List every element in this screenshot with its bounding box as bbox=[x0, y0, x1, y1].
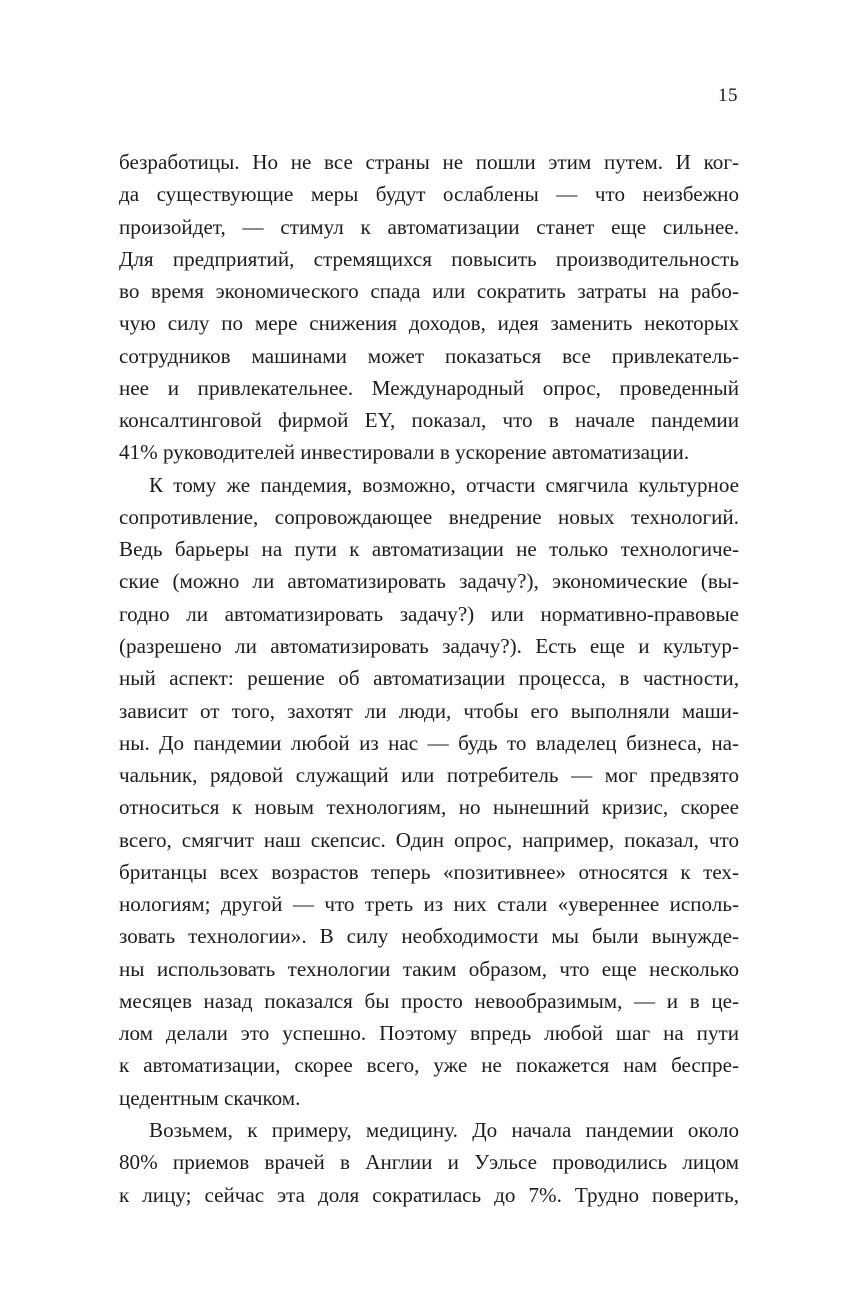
text-line: зовать технологии». В силу необходимости мы были вынужде- bbox=[119, 924, 739, 949]
text-line: консалтинговой фирмой EY, показал, что в начале пандемии bbox=[119, 408, 739, 433]
text-line: цедентным скачком. bbox=[119, 1085, 301, 1110]
text-line: ны. До пандемии любой из нас — будь то владелец бизнеса, на- bbox=[119, 730, 739, 755]
text-line: лом делали это успешно. Поэтому впредь любой шаг на пути bbox=[119, 1021, 739, 1046]
text-line: нее и привлекательнее. Международный опрос, проведенный bbox=[119, 375, 739, 400]
text-line: 41% руководителей инвестировали в ускорение автоматизации. bbox=[119, 440, 690, 465]
text-line: произойдет, — стимул к автоматизации станет еще сильнее. bbox=[119, 214, 739, 239]
text-line: британцы всех возрастов теперь «позитивнее» относятся к тех- bbox=[119, 859, 739, 884]
text-line: К тому же пандемия, возможно, отчасти смягчила культурное bbox=[149, 472, 739, 497]
paragraph bbox=[119, 1114, 739, 1211]
paragraph bbox=[119, 469, 739, 1114]
text-line: Ведь барьеры на пути к автоматизации не только технологиче- bbox=[119, 537, 739, 562]
text-line: да существующие меры будут ослаблены — что неизбежно bbox=[119, 182, 739, 207]
text-line: Для предприятий, стремящихся повысить производительность bbox=[119, 246, 739, 271]
text-line: во время экономического спада или сократить затраты на рабо- bbox=[119, 279, 739, 304]
text-line: нологиям; другой — что треть из них стали «увереннее исполь- bbox=[119, 892, 739, 917]
page-number: 15 bbox=[718, 85, 738, 106]
text-line: зависит от того, захотят ли люди, чтобы его выполняли маши- bbox=[119, 698, 739, 723]
text-line: безработицы. Но не все страны не пошли этим путем. И ког- bbox=[119, 150, 739, 174]
text-line: сотрудников машинами может показаться все привлекатель- bbox=[119, 343, 739, 368]
text-line: относиться к новым технологиям, но нынешний кризис, скорее bbox=[119, 795, 739, 820]
text-line: месяцев назад показался бы просто невообразимым, — и в це- bbox=[119, 988, 739, 1013]
text-line: чую силу по мере снижения доходов, идея заменить некоторых bbox=[119, 311, 739, 336]
paragraph bbox=[119, 146, 739, 469]
text-line: ны использовать технологии таким образом, что еще несколько bbox=[119, 956, 739, 981]
text-line: сопротивление, сопровождающее внедрение новых технологий. bbox=[119, 504, 739, 529]
body-text bbox=[119, 146, 739, 1211]
text-line: годно ли автоматизировать задачу?) или нормативно-правовые bbox=[119, 601, 739, 626]
text-line: (разрешено ли автоматизировать задачу?). Есть еще и культур- bbox=[119, 633, 739, 658]
text-line: к лицу; сейчас эта доля сократилась до 7%. Трудно поверить, bbox=[119, 1182, 739, 1207]
text-line: 80% приемов врачей в Англии и Уэльсе проводились лицом bbox=[119, 1150, 739, 1175]
text-line: ские (можно ли автоматизировать задачу?), экономические (вы- bbox=[119, 569, 739, 594]
text-line: всего, смягчит наш скепсис. Один опрос, например, показал, что bbox=[119, 827, 739, 852]
text-line: чальник, рядовой служащий или потребитель — мог предвзято bbox=[119, 763, 739, 788]
text-line: к автоматизации, скорее всего, уже не покажется нам беспре- bbox=[119, 1053, 739, 1078]
text-line: Возьмем, к примеру, медицину. До начала пандемии около bbox=[149, 1117, 739, 1142]
text-line: ный аспект: решение об автоматизации процесса, в частности, bbox=[119, 666, 739, 691]
